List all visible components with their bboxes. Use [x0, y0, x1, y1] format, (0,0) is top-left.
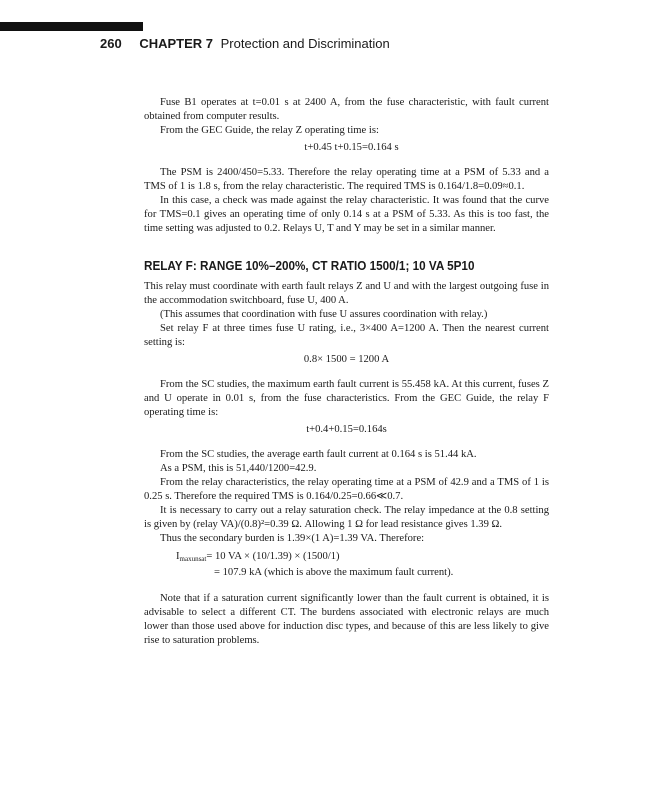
paragraph: Set relay F at three times fuse U rating, i.e., 3×400 A=1200 A. Then the nearest current setting is:: [144, 323, 549, 348]
paragraph: It is necessary to carry out a relay saturation check. The relay impedance at the 0.8 setting is given by (relay VA)/(0.8)²=0.39 Ω. Allowing 1 Ω for lead resistance gives 1.39 Ω.: [144, 505, 549, 530]
chapter-label: CHAPTER 7: [139, 36, 214, 51]
equation: 0.8× 1500 = 1200 A: [303, 354, 390, 365]
paragraph: Fuse B1 operates at t=0.01 s at 2400 A, from the fuse characteristic, with fault current obtained from computer results.: [144, 97, 549, 122]
paragraph: Thus the secondary burden is 1.39×(1 A)=1.39 VA. Therefore:: [160, 533, 425, 544]
equation: t+0.4+0.15=0.164s: [306, 424, 387, 435]
paragraph: As a PSM, this is 51,440/1200=42.9.: [160, 463, 317, 474]
equation: t+0.45 t+0.15=0.164 s: [304, 142, 399, 153]
paragraph: This relay must coordinate with earth fault relays Z and U and with the largest outgoing fuse in the accommodation switchboard, fuse U, 400 A.: [144, 281, 549, 306]
multiline-equation: [144, 550, 549, 580]
page-body: [144, 96, 549, 648]
section-heading: RELAY F: RANGE 10%–200%, CT RATIO 1500/1; 10 VA 5P10: [144, 259, 475, 273]
paragraph: In this case, a check was made against the relay characteristic. It was found that the curve for TMS=0.1 gives an operating time of only 0.14 s at a PSM of 5.33. As this is too fast, the time setting was adjusted to 0.2. Relays U, T and Y may be set in a similar manner.: [144, 195, 549, 234]
chapter-title: Protection and Discrimination: [220, 36, 390, 51]
page-number: 260: [100, 36, 122, 51]
equation-line: = 107.9 kA (which is above the maximum fault current).: [214, 567, 454, 578]
equation-symbol: I: [176, 551, 180, 562]
paragraph: Note that if a saturation current significantly lower than the fault current is obtained, it is advisable to select a different CT. The burdens associated with electronic relays are much lower than those used above for induction disc types, and because of this are less likely to give rise to saturation problems.: [144, 593, 549, 646]
paragraph: From the SC studies, the maximum earth fault current is 55.458 kA. At this current, fuses Z and U operate in 0.01 s, from the fuse characteristics. From the GEC Guide, the relay F operating time is:: [144, 379, 549, 418]
paragraph: From the SC studies, the average earth fault current at 0.164 s is 51.44 kA.: [160, 449, 477, 460]
paragraph: From the relay characteristics, the relay operating time at a PSM of 42.9 and a TMS of 1 is 0.25 s. Therefore the required TMS is 0.164/0.25=0.66≪0.7.: [144, 477, 549, 502]
equation-line: [176, 550, 549, 566]
header-bar: [0, 22, 143, 31]
equation-subscript: maxunsat: [179, 555, 207, 563]
running-header: [100, 36, 390, 51]
paragraph: (This assumes that coordination with fuse U assures coordination with relay.): [160, 309, 488, 320]
paragraph: From the GEC Guide, the relay Z operating time is:: [160, 125, 379, 136]
equation-rhs: = 10 VA × (10/1.39) × (1500/1): [206, 551, 340, 562]
paragraph: The PSM is 2400/450=5.33. Therefore the relay operating time at a PSM of 5.33 and a TMS of 1 is 1.8 s, from the relay characteristic. The required TMS is 0.164/1.8=0.09≈0.1.: [144, 167, 549, 192]
